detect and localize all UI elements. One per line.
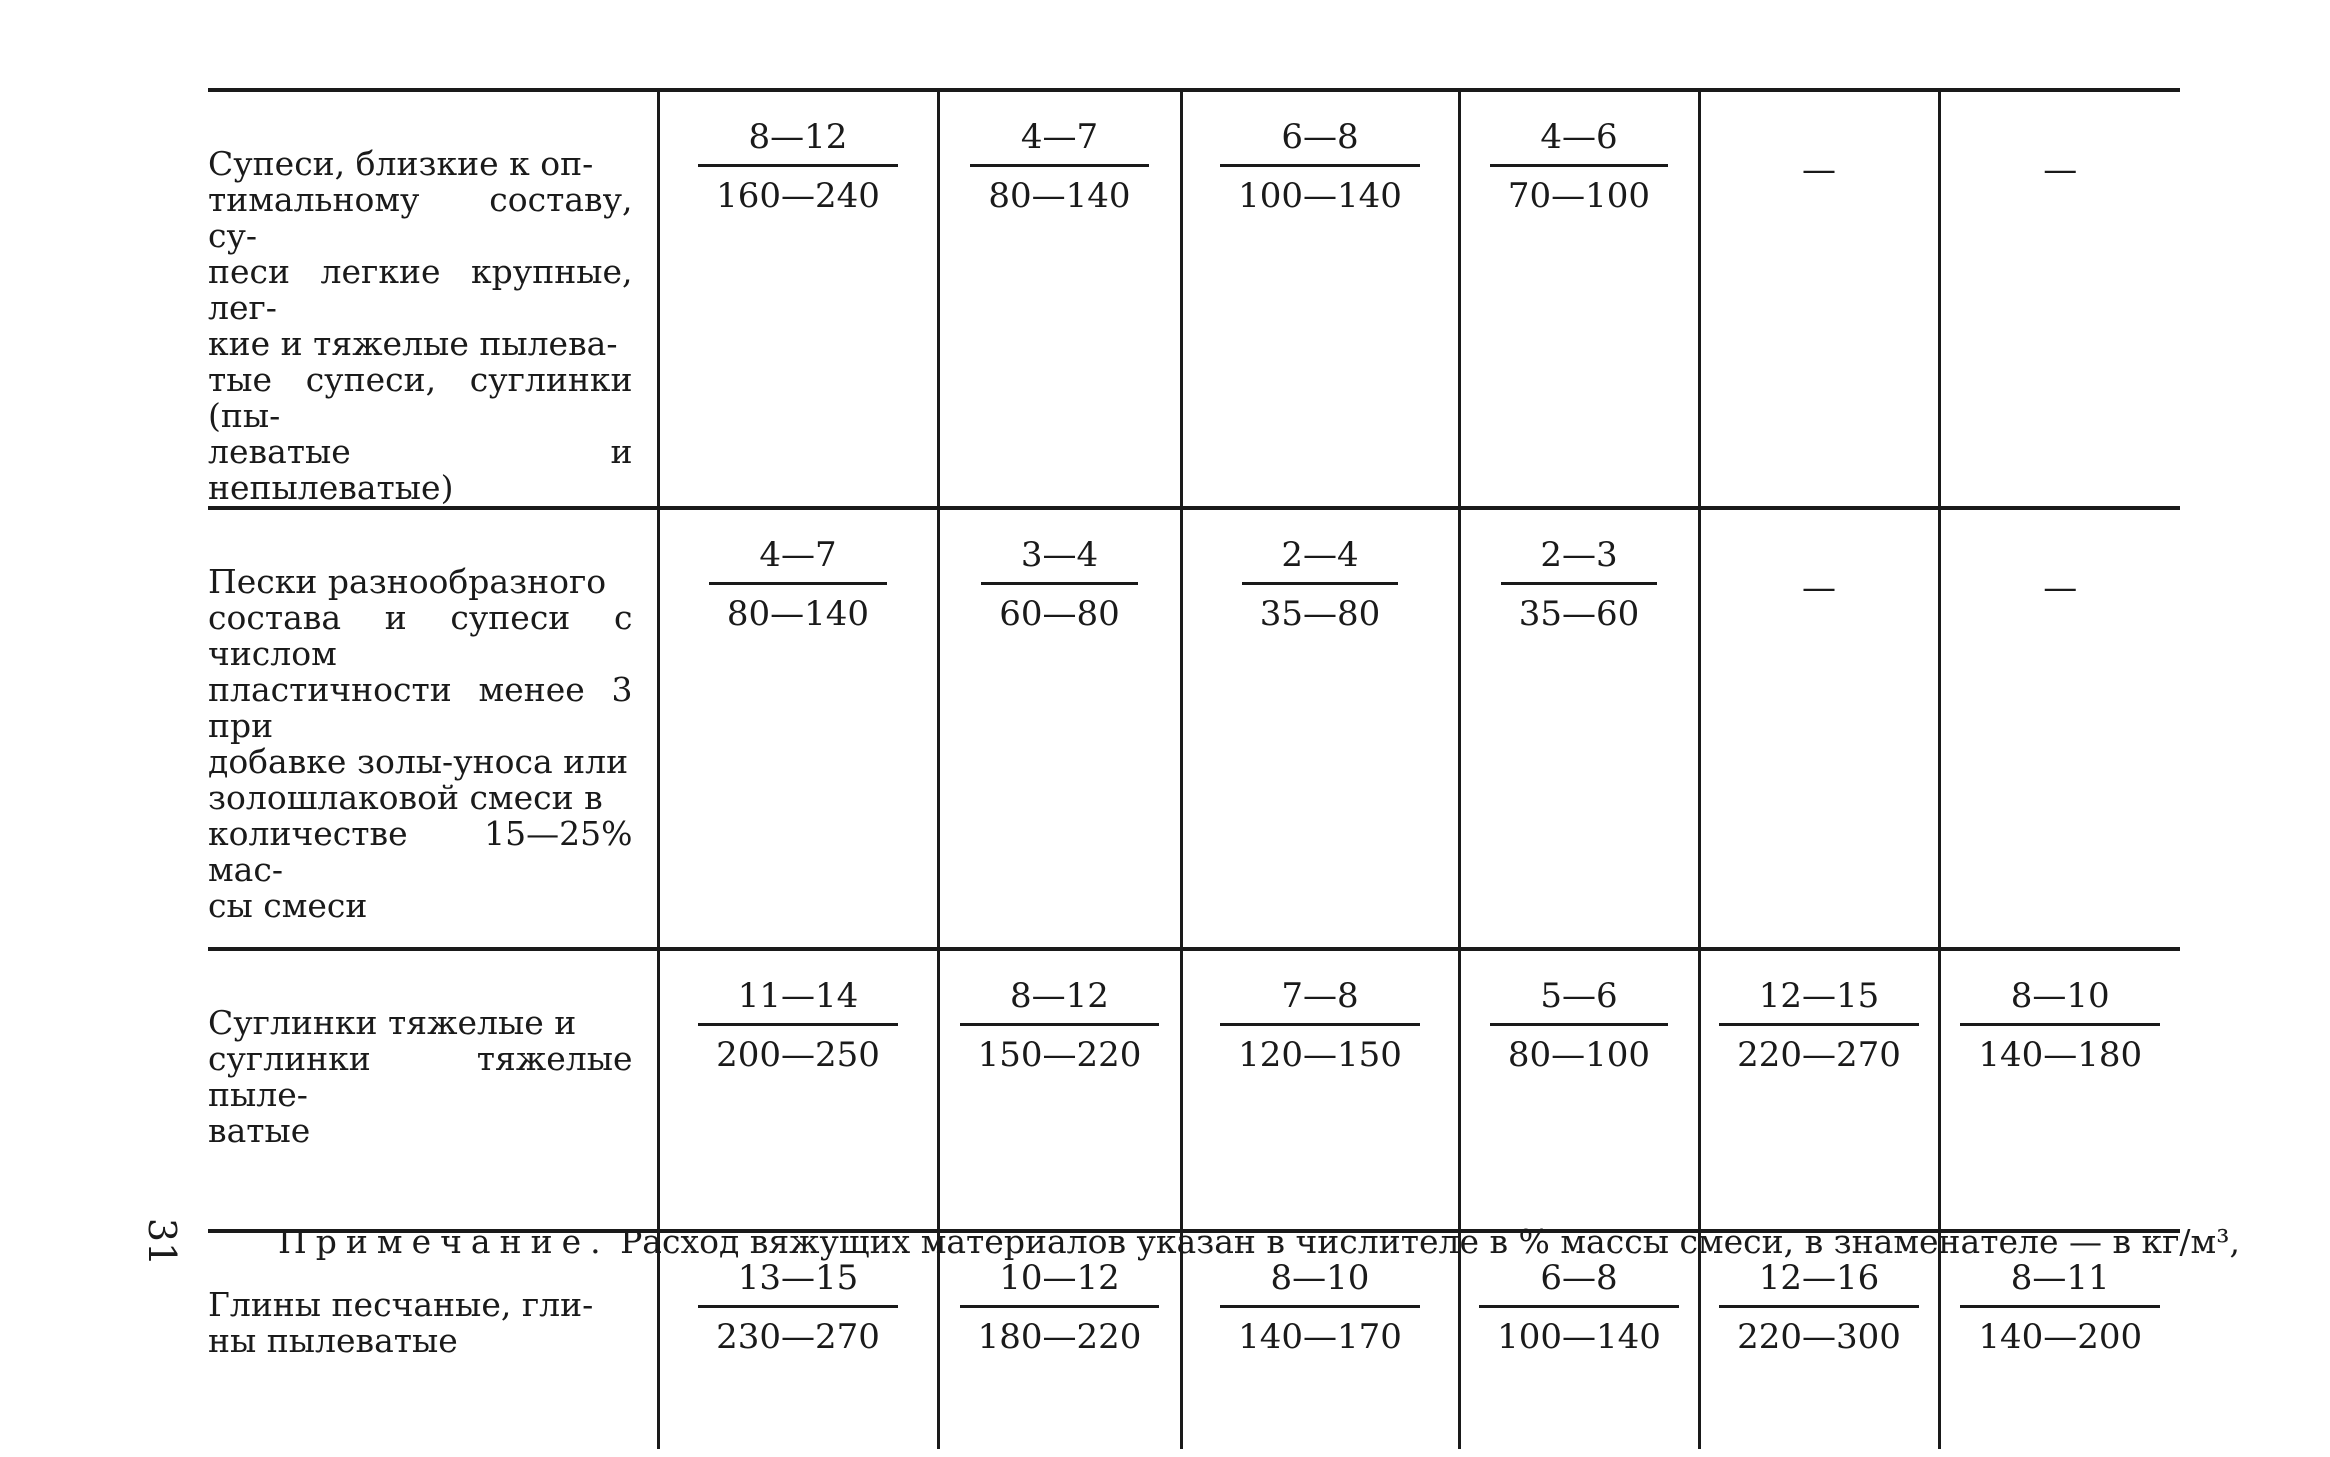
numerator-percent: 8—12 [698,120,898,167]
numerator-percent: 6—8 [1479,1261,1679,1308]
value-cell [1939,949,2180,1231]
denominator-kg-m3: 140—180 [1978,1035,2143,1075]
numerator-percent: 3—4 [981,538,1138,585]
denominator-kg-m3: 100—140 [1497,1317,1661,1357]
fraction-value [1501,535,1658,634]
fraction-value [1220,1258,1420,1357]
value-cell [1939,1231,2180,1449]
row-label [208,90,658,508]
table-row [208,508,2180,949]
denominator-kg-m3: 140—170 [1238,1317,1402,1357]
denominator-kg-m3: 220—300 [1737,1317,1901,1357]
value-cell [1181,1231,1459,1449]
numerator-percent: 10—12 [960,1261,1160,1308]
row-label-line: Суглинки тяжелые и [208,1003,577,1042]
value-cell [1459,90,1699,508]
row-label-line: тые супеси, суглинки (пы- [208,360,633,435]
numerator-percent: 12—15 [1719,979,1919,1026]
numerator-percent: 11—14 [698,979,898,1026]
value-cell [938,90,1181,508]
numerator-percent: 7—8 [1220,979,1420,1026]
fraction-value [1220,117,1420,216]
value-cell [1699,1231,1939,1449]
row-label-line: добавке золы-уноса или [208,742,629,781]
value-cell [1699,508,1939,949]
denominator-kg-m3: 230—270 [716,1317,880,1357]
row-label-line: песи легкие крупные, лег- [208,252,633,327]
numerator-percent: 5—6 [1490,979,1668,1026]
row-label-line: ватые [208,1111,311,1150]
page-number: 31 [140,1217,185,1267]
numerator-percent: 8—12 [960,979,1160,1026]
fraction-value [698,1258,898,1357]
table-footnote [278,1222,2240,1261]
fraction-value [698,117,898,216]
denominator-kg-m3: 35—60 [1518,594,1640,634]
fraction-value [960,976,1160,1075]
no-value-dash: — [1802,568,1836,608]
fraction-value [1490,117,1668,216]
row-label-line: состава и супеси с числом [208,598,633,673]
denominator-kg-m3: 80—140 [726,594,870,634]
numerator-percent: 6—8 [1220,120,1420,167]
fraction-value [1960,976,2160,1075]
denominator-kg-m3: 140—200 [1978,1317,2143,1357]
row-label-line: Глины песчаные, гли- [208,1285,594,1324]
row-label-line: Пески разнообразного [208,562,607,601]
fraction-value [970,117,1148,216]
fraction-value [981,535,1138,634]
value-cell [658,508,938,949]
denominator-kg-m3: 120—150 [1238,1035,1402,1075]
fraction-value [960,1258,1160,1357]
row-label [208,508,658,949]
fraction-value [709,535,887,634]
fraction-value [698,976,898,1075]
value-cell [938,508,1181,949]
row-label-line: леватые и непылеватые) [208,432,633,507]
value-cell [658,90,938,508]
fraction-value [1479,1258,1679,1357]
row-label-line: кие и тяжелые пылева- [208,324,618,363]
denominator-kg-m3: 80—100 [1507,1035,1651,1075]
denominator-kg-m3: 60—80 [999,594,1120,634]
value-cell [1699,90,1939,508]
fraction-value [1242,535,1399,634]
footnote-text: Расход вяжущих материалов указан в числителе в % массы смеси, в знаменателе — в кг/м³, [609,1222,2240,1261]
numerator-percent: 2—4 [1242,538,1399,585]
table-row [208,949,2180,1231]
no-value-dash: — [2043,568,2078,608]
row-label-line: ны пылеватые [208,1321,458,1360]
row-label-line: пластичности менее 3 при [208,670,633,745]
denominator-kg-m3: 80—140 [988,176,1131,216]
numerator-percent: 4—7 [709,538,887,585]
row-label [208,1231,658,1449]
denominator-kg-m3: 180—220 [977,1317,1142,1357]
fraction-value [1220,976,1420,1075]
footnote-prefix: Примечание. [278,1222,610,1261]
denominator-kg-m3: 150—220 [977,1035,1142,1075]
value-cell [1939,90,2180,508]
value-cell [1181,508,1459,949]
fraction-value [1719,976,1919,1075]
denominator-kg-m3: 200—250 [716,1035,880,1075]
row-label [208,949,658,1231]
denominator-kg-m3: 35—80 [1259,594,1381,634]
row-label-line: сы смеси [208,886,368,925]
value-cell [1939,508,2180,949]
value-cell [1181,949,1459,1231]
denominator-kg-m3: 160—240 [716,176,880,216]
row-label-line: количестве 15—25% мас- [208,814,633,889]
fraction-value [1719,1258,1919,1357]
numerator-percent: 13—15 [698,1261,898,1308]
numerator-percent: 12—16 [1719,1261,1919,1308]
value-cell [1459,1231,1699,1449]
no-value-dash: — [1802,150,1836,190]
table-row [208,90,2180,508]
row-label-line: тимальному составу, су- [208,180,633,255]
value-cell [938,1231,1181,1449]
value-cell [1459,949,1699,1231]
no-value-dash: — [2043,150,2078,190]
value-cell [938,949,1181,1231]
value-cell [1459,508,1699,949]
value-cell [1699,949,1939,1231]
denominator-kg-m3: 70—100 [1507,176,1651,216]
row-label-line: суглинки тяжелые пыле- [208,1039,633,1114]
table-row [208,1231,2180,1449]
denominator-kg-m3: 220—270 [1737,1035,1901,1075]
numerator-percent: 2—3 [1501,538,1658,585]
value-cell [658,1231,938,1449]
denominator-kg-m3: 100—140 [1238,176,1402,216]
numerator-percent: 8—10 [1960,979,2160,1026]
numerator-percent: 8—10 [1220,1261,1420,1308]
numerator-percent: 4—6 [1490,120,1668,167]
numerator-percent: 4—7 [970,120,1148,167]
fraction-value [1960,1258,2160,1357]
value-cell [1181,90,1459,508]
row-label-line: Супеси, близкие к оп- [208,144,594,183]
numerator-percent: 8—11 [1960,1261,2160,1308]
value-cell [658,949,938,1231]
row-label-line: золошлаковой смеси в [208,778,603,817]
fraction-value [1490,976,1668,1075]
